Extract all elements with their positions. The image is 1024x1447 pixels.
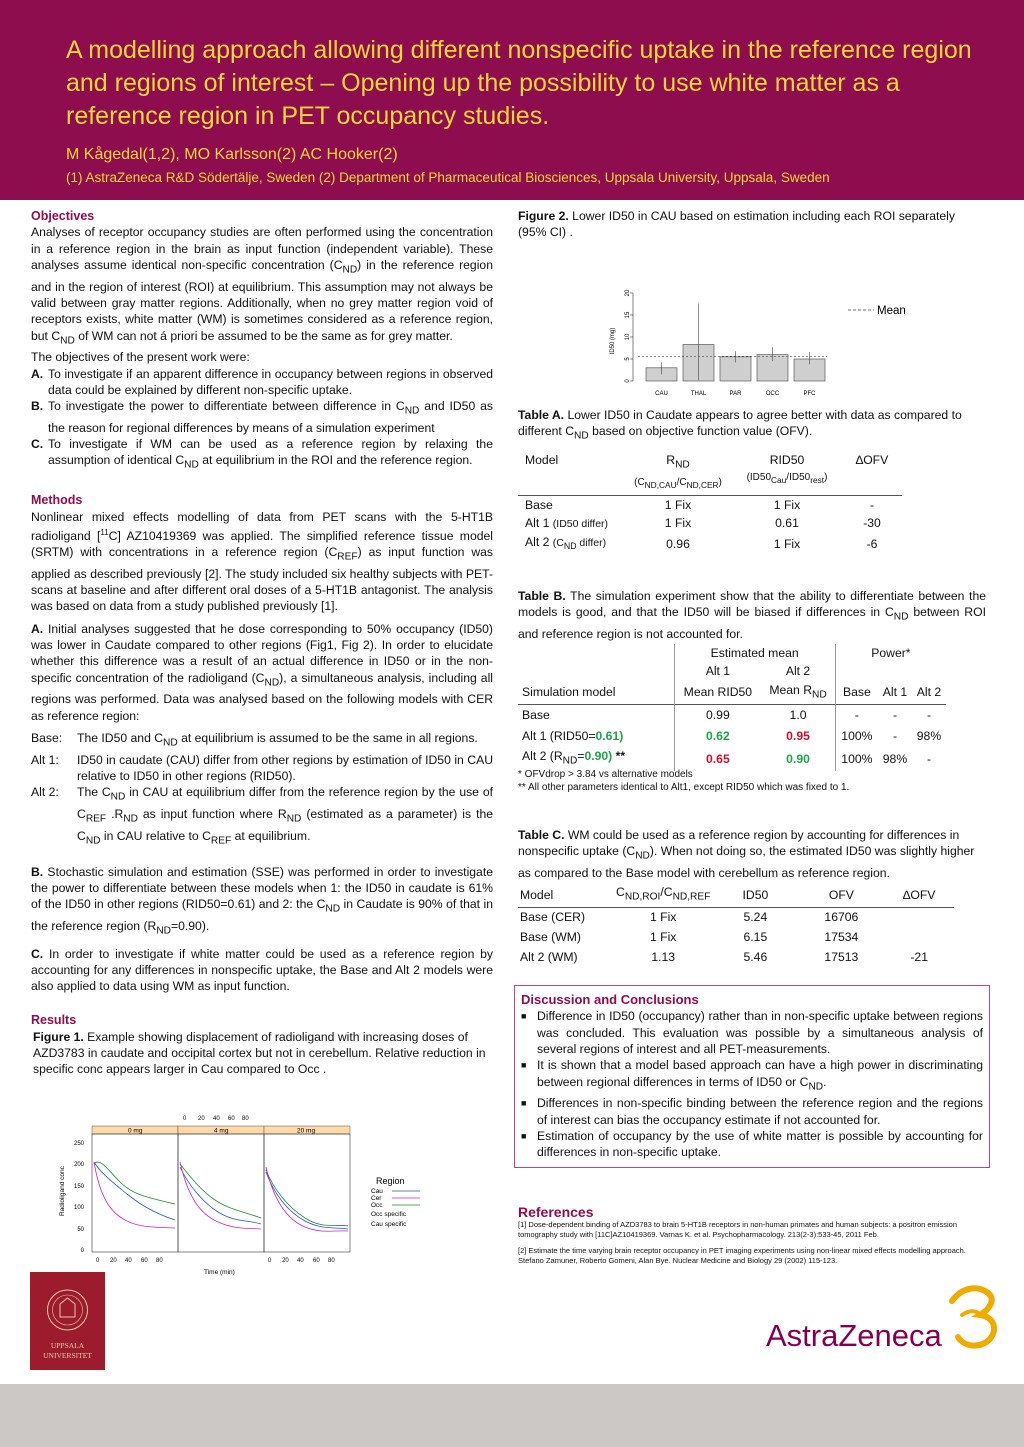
y-tick-label: 10: [625, 333, 631, 340]
objectives-intro: The objectives of the present work were:: [31, 350, 250, 365]
svg-text:150: 150: [73, 1184, 84, 1190]
table-row: Alt 1 (RID50=0.61) 0.62 0.95 100% - 98%: [518, 726, 946, 747]
objectives-heading: Objectives: [31, 209, 95, 223]
legend-cau-specific: Cau specific: [371, 1221, 407, 1228]
discussion-box: [514, 985, 990, 1167]
astrazeneca-logo: [766, 1285, 1002, 1355]
objective-item: A. To investigate if an apparent difference in occupancy between regions in observed data could be explained by different non-specific uptake.: [31, 366, 493, 397]
table-row: Alt 2 (WM) 1.13 5.46 17513 -21: [520, 949, 928, 964]
svg-text:20: 20: [110, 1258, 117, 1264]
legend-mean-label: Mean: [877, 304, 906, 317]
table-row: Alt 2 $(R_{ND}=0.90)$ ** 0.65 0.90 100% 98% -: [518, 747, 946, 771]
discussion-bullet: ■ Difference in ID50 (occupancy) rather than in non-specific uptake between regions was concluded. This evaluation was possible by a simultaneous analysis of several regions of interest and all PET-measurements.: [521, 1009, 983, 1056]
uppsala-university-logo: [30, 1272, 105, 1370]
methods-a-paragraph: A. Initial analyses suggested that he dose corresponding to 50% occupancy (ID50) was lower in Caudate compared to other regions (Fig1, Fig 2). In order to elucidate whether this difference was a result of an actual difference in ID50 or in the non-specific concentration of the radioligand $(C_{ND})$, a simultaneous analysis, including all regions was performed. Data was analysed based on the following models with CER as reference region:: [31, 621, 494, 723]
svg-text:80: 80: [242, 1116, 249, 1122]
objective-item: C. To investigate if WM can be used as a reference region by relaxing the assumption of identical $C_{ND}$ at equilibrium in the ROI and the reference region.: [31, 437, 493, 471]
figure1-caption: Figure 1. Example showing displacement of radioligand with increasing doses of AZD3783 in caudate and occipital cortex but not in cerebellum. Relative reduction in specific conc appears larger in Cau compared to Occ .: [33, 1029, 486, 1077]
tableC-caption: Table C. WM could be used as a reference region by accounting for differences in nonspecific uptake $(C_{ND})$. When not doing so, the estimated ID50 was slightly higher as compared to the Base model with cerebellum as reference region.: [518, 827, 975, 880]
references-heading: References: [518, 1203, 594, 1220]
svg-text:0: 0: [183, 1116, 187, 1122]
x-axis-label: Time (min): [204, 1269, 235, 1276]
table-row: Base 0.99 1.0 - - -: [518, 705, 946, 726]
svg-text:50: 50: [77, 1227, 84, 1233]
y-tick-label: 20: [625, 289, 631, 296]
svg-text:20: 20: [282, 1258, 289, 1264]
tableA-caption: Table A. Lower ID50 in Caudate appears to agree better with data as compared to different $C_{ND}$ based on objective function value (OFV).: [518, 407, 962, 442]
tableC: Model $C_{ND,ROI}/C_{ND,REF}$ ID50 OFV ∆OFV Base (CER) 1 Fix 5.24 16706 Base (WM) 1 Fix 6.15 17534 Alt 2 (WM) 1.13 5.46 17513 -21: [518, 883, 954, 967]
footer-band: [0, 1384, 1024, 1447]
y-tick-label: 15: [625, 311, 631, 318]
table-row: Base (CER) 1 Fix 5.24 16706: [520, 910, 859, 925]
tableA: Model $R_{ND}$ $(C_{ND,CAU}/C_{ND,CER})$ RID50 $(ID50_{Cau}/ID50_{rest})$ ∆OFV Base 1 Fix 1 Fix - Alt 1 (ID50 differ) 1 Fix 0.61 -30 Alt 2 ($C_{ND}$ differ) 0.96 1 Fix -6: [518, 451, 902, 556]
table-row: Base (WM) 1 Fix 6.15 17534: [520, 929, 859, 944]
table-row: Alt 2 ($C_{ND}$ differ) 0.96 1 Fix -6: [525, 535, 878, 552]
discussion-bullet: ■ Differences in non-specific binding between the reference region and the regions of interest can bias the occupancy estimate if not accounted for.: [521, 1096, 983, 1127]
svg-text:AstraZeneca: AstraZeneca: [766, 1318, 942, 1353]
x-tick-label: OCC: [765, 390, 780, 397]
panel-label: 0 mg: [128, 1127, 143, 1135]
results-heading: Results: [31, 1013, 77, 1028]
x-tick-label: PFC: [803, 390, 816, 397]
table-row: Base 1 Fix 1 Fix -: [525, 497, 875, 512]
figure2-caption: Figure 2. Lower ID50 in CAU based on estimation including each ROI separately (95% CI) .: [518, 209, 955, 240]
legend-item-cau: Cau: [371, 1188, 383, 1195]
table-row: Alt 1 (ID50 differ) 1 Fix 0.61 -30: [525, 515, 881, 531]
tableB-note: * OFVdrop > 3.84 vs alternative models: [518, 768, 693, 780]
figure1-plot: [30, 1112, 470, 1282]
svg-text:0: 0: [268, 1258, 272, 1264]
svg-text:250: 250: [73, 1141, 84, 1147]
svg-text:60: 60: [313, 1258, 320, 1264]
panel-label: 20 mg: [297, 1127, 316, 1135]
discussion-bullet: ■ Estimation of occupancy by the use of white matter is possible by accounting for differences in non-specific uptake.: [521, 1128, 983, 1160]
y-axis-label: ID50 (mg): [610, 327, 616, 354]
discussion-bullet: ■ It is shown that a model based approach can have a high power in discriminating between regional differences in terms of ID50 or $C_{ND}$.: [521, 1058, 983, 1093]
tableB-note: ** All other parameters identical to Alt1, except RID50 which was fixed to 1.: [518, 781, 850, 793]
x-tick-label: CAU: [655, 390, 668, 397]
svg-text:80: 80: [328, 1258, 335, 1264]
svg-text:0: 0: [96, 1258, 100, 1264]
svg-text:UPPSALA: UPPSALA: [50, 1341, 85, 1350]
methods-heading: Methods: [31, 493, 83, 508]
objective-item: B. To investigate the power to differentiate between difference in $C_{ND}$ and ID50 as the reason for regional differences by means of a simulation experiment: [31, 399, 494, 435]
legend-item-cer: Cer: [371, 1195, 382, 1202]
x-tick-label: THAL: [690, 390, 707, 397]
model-item-alt2: Alt 2: The $C_{ND}$ in CAU at equilibrium differ from the reference region by the use of $C_{REF}$ $.R_{ND}$ as input function where $R_{ND}$ (estimated as a parameter) is the $C_{ND}$ in CAU relative to $C_{REF}$ at equilibrium.: [31, 785, 494, 847]
methods-b-paragraph: B. Stochastic simulation and estimation (SSE) was performed in order to investigate the power to differentiate between these models when 1: the ID50 in caudate is 61% of the ID50 in other regions (RID50=0.61) and 2: the $C_{ND}$ in Caudate is 90% of that in the reference region $(R_{ND}=0.90)$.: [31, 864, 493, 937]
left-column: [31, 208, 493, 1078]
model-item-alt1: Alt 1: ID50 in caudate (CAU) differ from other regions by estimation of ID50 in CAU relative to ID50 in other regions (RID50).: [31, 752, 493, 784]
legend-title: Region: [376, 1176, 405, 1186]
svg-text:80: 80: [156, 1258, 163, 1264]
y-tick-label: 0: [625, 378, 631, 383]
svg-text:20: 20: [198, 1116, 205, 1122]
discussion-heading: Discussion and Conclusions: [521, 992, 699, 1008]
reference-item: [2] Estimate the time varying brain receptor occupancy in PET imaging experiments using non-linear mixed effects modelling approach. Stefano Zamuner, Roberto Gomeni, Alan Bye. Nuclear Medicine and Biology 29 (2002) 115-123.: [518, 1245, 966, 1265]
svg-text:60: 60: [228, 1116, 235, 1122]
tableB-caption: Table B. The simulation experiment show that the ability to differentiate between the models is good, and that the ID50 will be biased if differences in $C_{ND}$ between ROI and reference region is not accounted for.: [518, 588, 986, 641]
reference-item: [1] Dose-dependent binding of AZD3783 to brain 5-HT1B receptors in non-human primates and human subjects: a positron emission tomography study with [11C]AZ10419369. Varnas K. et al. Psychopharmacology. 213(2-3):533-45, 2011 Feb.: [518, 1219, 957, 1239]
affiliations: (1) AstraZeneca R&D Södertälje, Sweden (2) Department of Pharmaceutical Biosciences, Uppsala University, Uppsala, Sweden: [66, 170, 830, 185]
svg-text:UNIVERSITET: UNIVERSITET: [43, 1351, 92, 1360]
methods-c-paragraph: C. In order to investigate if white matter could be used as a reference region by accounting for any differences in nonspecific uptake, the Base and Alt 2 models were also applied to data using WM as input function.: [31, 946, 493, 994]
svg-text:60: 60: [141, 1258, 148, 1264]
legend-item-occ: Occ: [371, 1202, 383, 1209]
panel-label: 4 mg: [214, 1127, 229, 1135]
x-tick-label: PAR: [729, 390, 742, 397]
figure2-chart: [518, 249, 986, 397]
tableB: Estimated mean Power* Alt 1 Alt 2 Simulation model Mean RID50 Mean $R_{ND}$ Base Alt 1 Alt 2 Base 0.99 1.0 - - - Alt 1 (RID50=0.61) 0.62 0.95 100% - 98% Alt 2 $(R_{ND}=0.90)$ ** 0.65 0.90 100% 98% -: [518, 644, 946, 771]
svg-text:40: 40: [125, 1258, 132, 1264]
svg-text:0: 0: [80, 1248, 84, 1254]
svg-text:40: 40: [213, 1116, 220, 1122]
objectives-paragraph: Analyses of receptor occupancy studies are often performed using the concentration in a reference region in the brain as input function (independent variable). These analyses assume identical non-specific concentration $(C_{ND})$ in the reference region and in the region of interest (ROI) at equilibrium. This assumption may not always be valid between gray matter regions. Additionally, when no grey matter region void of receptors exists, white matter (WM) is sometimes considered as a reference region, but $C_{ND}$ of WM can not á priori be assumed to be the same as for grey matter.: [31, 225, 493, 346]
header-banner: [0, 0, 1024, 200]
y-axis-label: Radioligand conc: [59, 1166, 66, 1216]
right-column: [518, 208, 986, 1266]
svg-text:200: 200: [73, 1162, 84, 1168]
legend-occ-specific: Occ specific: [371, 1211, 407, 1218]
poster-title: A modelling approach allowing different nonspecific uptake in the reference region and regions of interest – Opening up the possibility to use white matter as a reference region in PET occupancy studies.: [66, 36, 972, 130]
methods-paragraph: Nonlinear mixed effects modelling of data from PET scans with the 5-HT1B radioligand [$^{11}$C] AZ10419369 was applied. The simplified reference tissue model (SRTM) with concentrations in a reference region $(C_{REF})$ as input function was applied as described previously [2]. The study included six healthy subjects with PET-scans at baseline and after different oral doses of a 5-HT1B antagonist. The analysis was based on data from a study published previously [1].: [31, 509, 494, 614]
svg-text:100: 100: [73, 1205, 84, 1211]
y-tick-label: 5: [625, 356, 631, 361]
model-item-base: Base: The ID50 and $C_{ND}$ at equilibrium is assumed to be the same in all regions.: [31, 731, 478, 749]
svg-text:40: 40: [297, 1258, 304, 1264]
authors: M Kågedal(1,2), MO Karlsson(2) AC Hooker(2): [66, 146, 398, 163]
